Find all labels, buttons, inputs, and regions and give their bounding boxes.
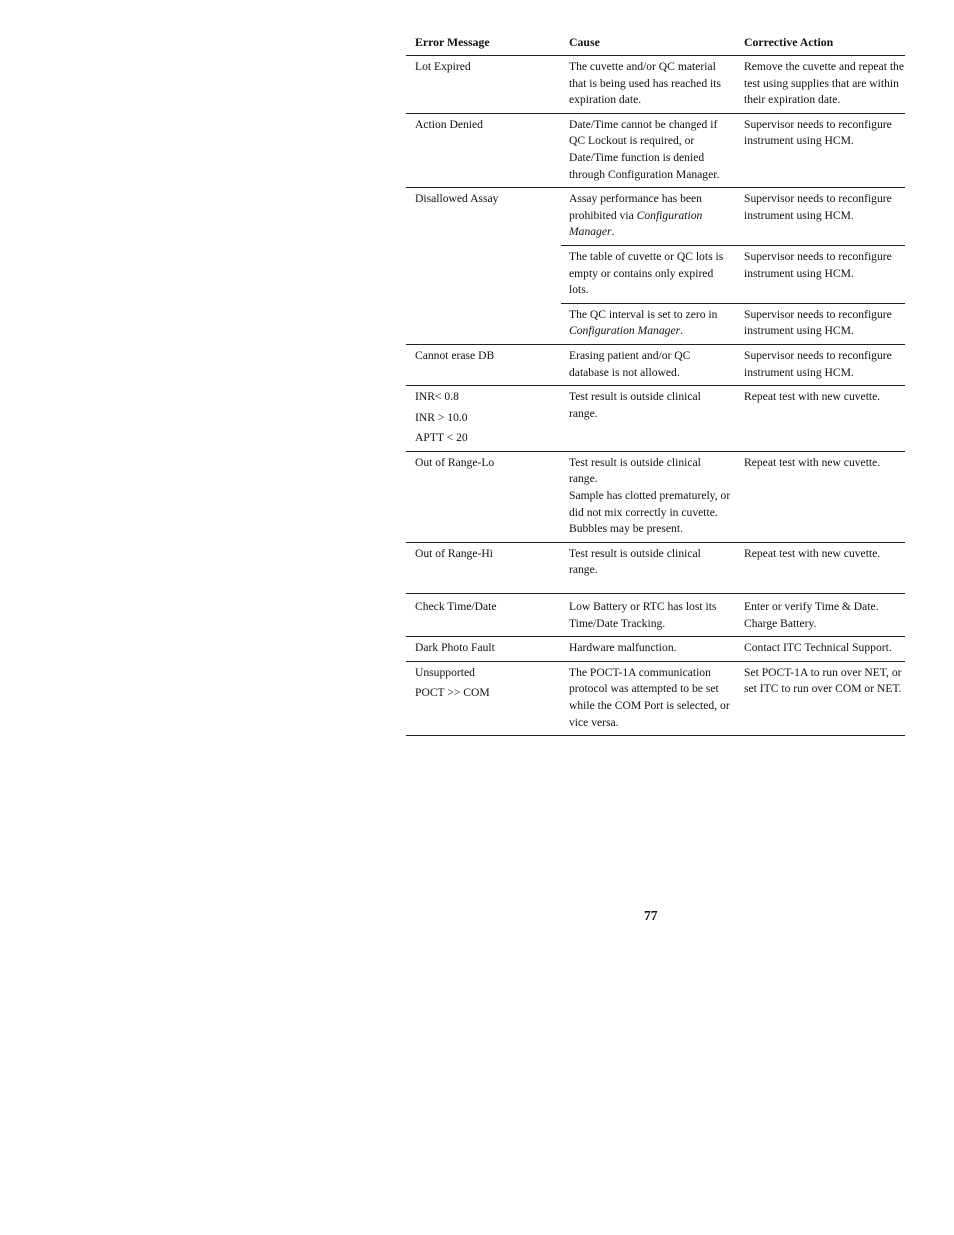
table-row bbox=[406, 188, 905, 345]
error-message: APTT < 20 bbox=[415, 431, 468, 445]
corrective-action-cell: Set POCT-1A to run over NET, or set ITC to run over COM or NET. bbox=[744, 665, 902, 696]
corrective-action-cell: Supervisor needs to reconfigure instrument using HCM. bbox=[744, 192, 892, 222]
error-message: Unsupported bbox=[415, 665, 475, 679]
header-cause: Cause bbox=[569, 35, 600, 50]
error-message-cell bbox=[406, 452, 561, 542]
corrective-action-cell: Repeat test with new cuvette. bbox=[744, 455, 881, 469]
cause-cell: Test result is outside clinical range. bbox=[569, 390, 701, 420]
error-message-cell bbox=[406, 637, 561, 661]
error-message: Cannot erase DB bbox=[415, 348, 495, 362]
corrective-action-cell: Supervisor needs to reconfigure instrument using HCM. bbox=[744, 249, 892, 280]
table-row bbox=[406, 543, 905, 594]
header-error-message: Error Message bbox=[415, 35, 490, 50]
error-message-cell bbox=[406, 543, 561, 593]
corrective-action-cell: Contact ITC Technical Support. bbox=[744, 641, 892, 655]
corrective-action-cell: Supervisor needs to reconfigure instrument using HCM. bbox=[744, 117, 892, 148]
cause-line: Sample has clotted prematurely, or did not mix correctly in cuvette. bbox=[569, 489, 731, 519]
table-row bbox=[406, 594, 905, 637]
header-corrective-action: Corrective Action bbox=[744, 35, 834, 50]
error-message-cell bbox=[406, 114, 561, 187]
cause-cell: Date/Time cannot be changed if QC Lockout is required, or Date/Time function is denied through Configuration Manager. bbox=[569, 117, 720, 181]
error-message: Action Denied bbox=[415, 117, 483, 131]
cause-line: Test result is outside clinical range. bbox=[569, 455, 701, 486]
table-row bbox=[406, 662, 905, 736]
error-message-table bbox=[406, 33, 905, 736]
table-row bbox=[406, 452, 905, 543]
configuration-manager-emphasis: Configuration Manager bbox=[569, 324, 681, 338]
cause-line: Bubbles may be present. bbox=[569, 522, 683, 536]
error-message: Out of Range-Lo bbox=[415, 455, 495, 469]
table-row bbox=[406, 386, 905, 452]
cause-cell: Low Battery or RTC has lost its Time/Date Tracking. bbox=[569, 600, 717, 630]
page-number: 77 bbox=[644, 908, 658, 923]
error-message: Check Time/Date bbox=[415, 600, 497, 614]
error-message: Dark Photo Fault bbox=[415, 641, 495, 655]
cause-cell: Hardware malfunction. bbox=[569, 641, 677, 655]
table-row bbox=[406, 637, 905, 662]
configuration-manager-emphasis: Configuration Manager bbox=[569, 208, 703, 239]
corrective-action-cell: Repeat test with new cuvette. bbox=[744, 546, 881, 560]
error-message-cell bbox=[406, 345, 561, 385]
error-message: POCT >> COM bbox=[415, 686, 490, 700]
error-message-cell bbox=[406, 594, 561, 636]
error-message: INR< 0.8 bbox=[415, 390, 459, 404]
corrective-action-cell: Repeat test with new cuvette. bbox=[744, 390, 881, 404]
cause-cell: The QC interval is set to zero in Configuration Manager. bbox=[569, 307, 718, 338]
cause-cell: The table of cuvette or QC lots is empty or contains only expired lots. bbox=[569, 249, 724, 297]
cause-cell: Assay performance has been prohibited via Configuration Manager. bbox=[569, 192, 703, 239]
cause-cell: Erasing patient and/or QC database is not allowed. bbox=[569, 348, 691, 379]
error-message: INR > 10.0 bbox=[415, 410, 468, 424]
error-message: Lot Expired bbox=[415, 60, 471, 73]
cause-cell: The POCT-1A communication protocol was attempted to be set while the COM Port is selected, or vice versa. bbox=[569, 665, 730, 729]
table-row bbox=[406, 56, 905, 114]
error-message: Out of Range-Hi bbox=[415, 546, 493, 560]
error-message: Disallowed Assay bbox=[415, 192, 499, 206]
error-message-cell bbox=[406, 662, 561, 735]
cause-cell bbox=[561, 452, 738, 542]
corrective-action-cell: Supervisor needs to reconfigure instrument using HCM. bbox=[744, 307, 892, 338]
cause-cell: Test result is outside clinical range. bbox=[569, 546, 701, 577]
cause-cell: The cuvette and/or QC material that is being used has reached its expiration date. bbox=[569, 60, 721, 107]
table-row bbox=[406, 114, 905, 188]
corrective-action-cell: Enter or verify Time & Date. Charge Battery. bbox=[744, 600, 879, 630]
table-header bbox=[406, 33, 905, 56]
error-message-cell bbox=[406, 188, 561, 344]
corrective-action-cell: Supervisor needs to reconfigure instrument using HCM. bbox=[744, 348, 892, 379]
error-message-cell bbox=[406, 386, 561, 451]
table-row bbox=[406, 345, 905, 386]
error-message-cell bbox=[406, 56, 561, 113]
corrective-action-cell: Remove the cuvette and repeat the test using supplies that are within their expiration date. bbox=[744, 60, 904, 107]
